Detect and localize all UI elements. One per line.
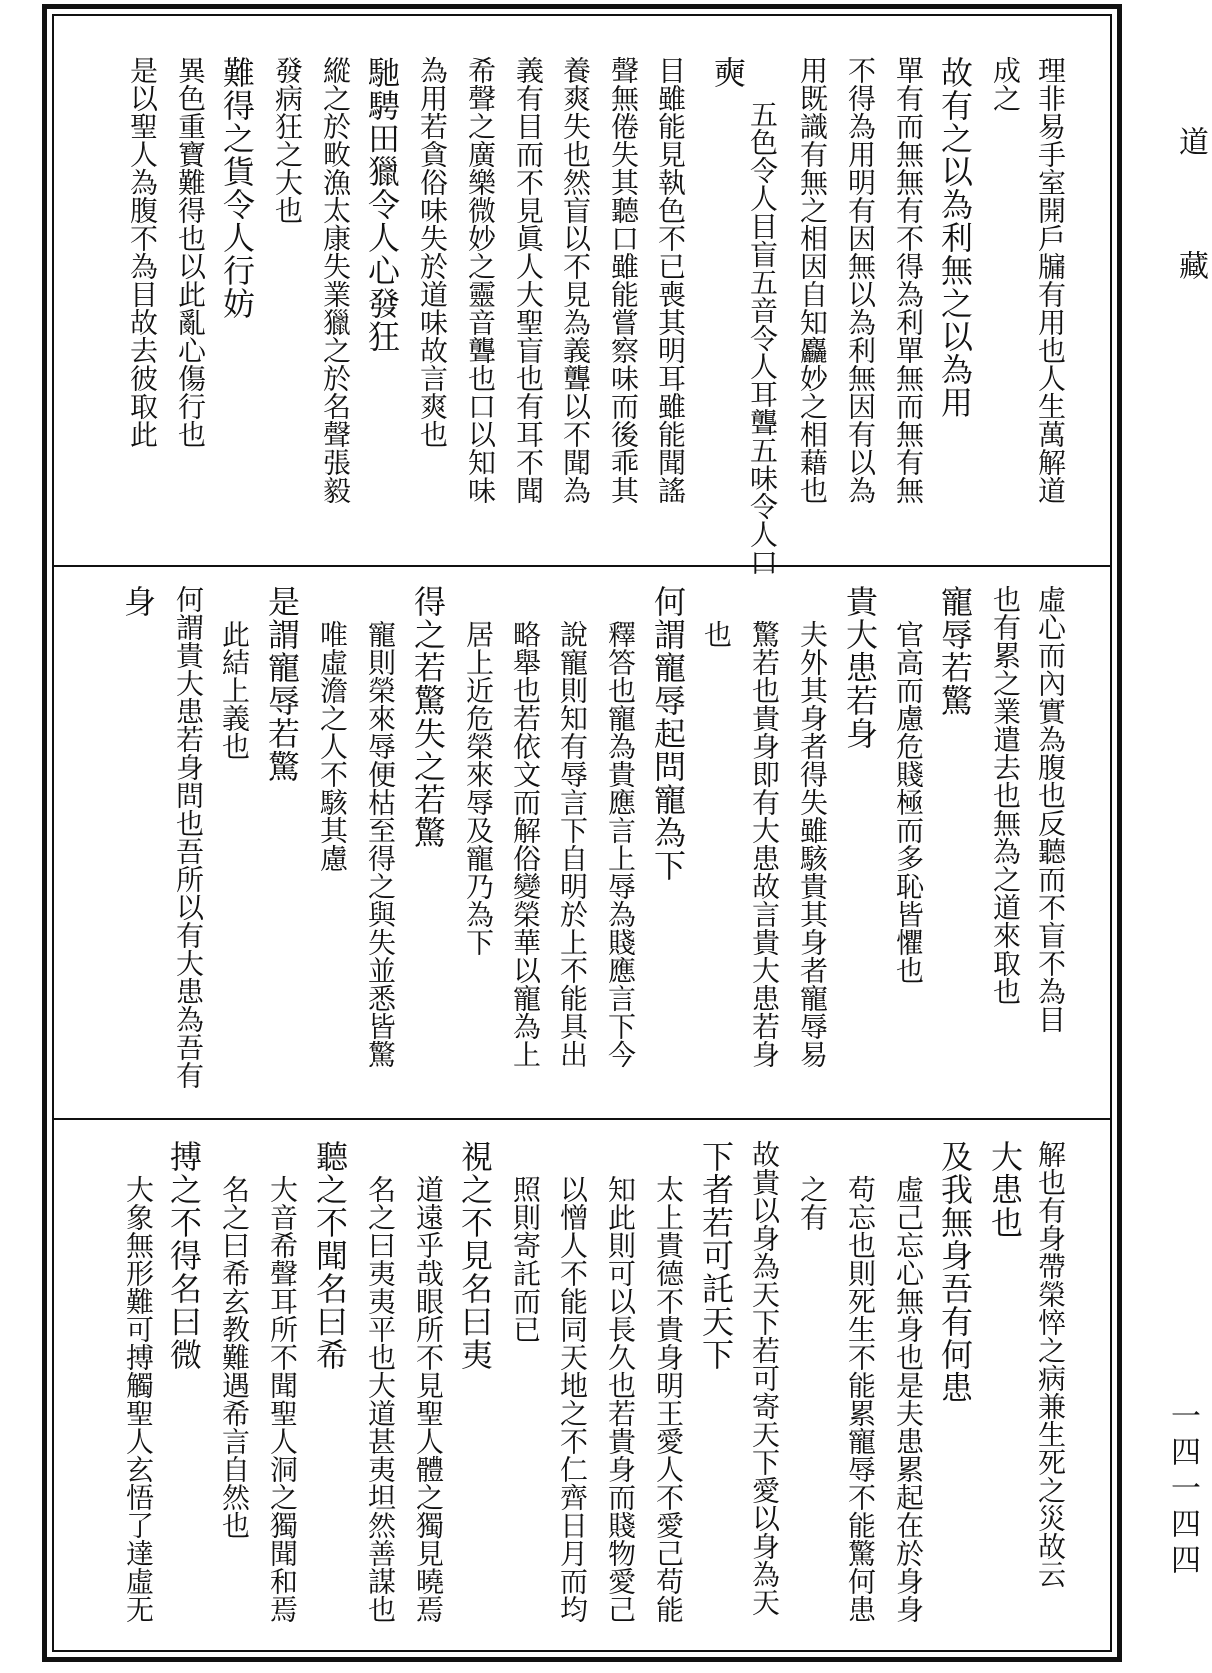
text-column: 異色重寶難得也以此亂心傷行也 — [174, 56, 207, 448]
text-column: 得之若驚失之若驚 — [409, 585, 447, 849]
text-column: 故貴以身為天下若可寄天下愛以身為天 — [748, 1140, 781, 1616]
text-column: 下者若可託天下 — [697, 1140, 735, 1371]
register-divider-1 — [52, 565, 1112, 567]
text-column: 虛心而內實為腹也反聽而不盲不為目 — [1034, 585, 1067, 1033]
text-column: 唯虛澹之人不駭其慮 — [316, 620, 349, 872]
text-column: 也 — [700, 620, 733, 648]
text-column: 何謂寵辱起問寵為下 — [649, 585, 687, 882]
text-column: 搏之不得名曰微 — [165, 1140, 203, 1371]
text-column: 用既識有無之相因自知麤妙之相藉也 — [796, 56, 829, 504]
text-column: 知此則可以長久也若貴身而賤物愛己 — [604, 1175, 637, 1623]
text-column: 何謂貴大患若身問也吾所以有大患為吾有 — [172, 585, 205, 1089]
text-column: 難得之貨令人行妨 — [218, 56, 256, 320]
register-divider-2 — [52, 1118, 1112, 1120]
text-column: 及我無身吾有何患 — [936, 1140, 974, 1404]
text-column: 虛己忘心無身也是夫患累起在於身身 — [892, 1175, 925, 1623]
text-column: 道遠乎哉眼所不見聖人體之獨見曉焉 — [412, 1175, 445, 1623]
text-column: 大患也 — [986, 1140, 1024, 1239]
text-column: 太上貴德不貴身明王愛人不愛己苟能 — [652, 1175, 685, 1623]
margin-title-char-1: 道 — [1173, 126, 1208, 156]
text-column: 故有之以為利無之以為用 — [936, 56, 974, 419]
text-column: 驚若也貴身即有大患故言貴大患若身 — [748, 620, 781, 1068]
text-column: 為用若貪俗味失於道味故言爽也 — [416, 56, 449, 448]
text-column: 五色令人目盲五音令人耳聾五味令人口 — [746, 100, 779, 576]
text-column: 理非易手室開戶牖有用也人生萬解道 — [1034, 56, 1067, 504]
text-column: 大音希聲耳所不聞聖人洞之獨聞和焉 — [266, 1175, 299, 1623]
text-column: 馳騁田獵令人心發狂 — [363, 56, 401, 353]
text-column: 苟忘也則死生不能累寵辱不能驚何患 — [844, 1175, 877, 1623]
text-column: 貴大患若身 — [841, 585, 879, 750]
text-column: 視之不見名曰夷 — [456, 1140, 494, 1371]
text-column: 聲無倦失其聽口雖能嘗察味而後乖其 — [607, 56, 640, 504]
text-column: 照則寄託而已 — [509, 1175, 542, 1343]
text-column: 希聲之廣樂微妙之靈音聾也口以知味 — [464, 56, 497, 504]
text-column: 解也有身帶榮悴之病兼生死之災故云 — [1034, 1140, 1067, 1588]
text-column: 養爽失也然盲以不見為義聾以不聞為 — [559, 56, 592, 504]
text-column: 名之曰夷夷平也大道甚夷坦然善謀也 — [364, 1175, 397, 1623]
text-column: 聽之不聞名曰希 — [311, 1140, 349, 1371]
text-column: 大象無形難可搏觸聖人玄悟了達虛无 — [122, 1175, 155, 1623]
page-number: 一四一四四 — [1165, 1400, 1200, 1580]
text-column: 夫外其身者得失雖駭貴其身者寵辱易 — [796, 620, 829, 1068]
text-column: 寵辱若驚 — [936, 585, 974, 717]
text-column: 成之 — [989, 56, 1022, 112]
text-column: 目雖能見執色不已喪其明耳雖能聞謠 — [654, 56, 687, 504]
text-column: 居上近危榮來辱及寵乃為下 — [462, 620, 495, 956]
text-column: 官高而慮危賤極而多恥皆懼也 — [892, 620, 925, 984]
text-column: 發病狂之大也 — [271, 56, 304, 224]
text-column: 單有而無無有不得為利單無而無有無 — [892, 56, 925, 504]
text-column: 寵則榮來辱便枯至得之與失並悉皆驚 — [364, 620, 397, 1068]
text-column: 奭 — [709, 56, 747, 89]
text-column: 身 — [119, 585, 157, 618]
margin-title-char-2: 藏 — [1173, 250, 1208, 280]
text-column: 義有目而不見眞人大聖盲也有耳不聞 — [512, 56, 545, 504]
text-column: 名之曰希玄教難遇希言自然也 — [218, 1175, 251, 1539]
text-column: 是謂寵辱若驚 — [263, 585, 301, 783]
text-column: 此結上義也 — [218, 620, 251, 760]
text-column: 是以聖人為腹不為目故去彼取此 — [126, 56, 159, 448]
text-column: 之有 — [796, 1175, 829, 1231]
text-column: 以憎人不能同天地之不仁齊日月而均 — [556, 1175, 589, 1623]
text-column: 不得為用明有因無以為利無因有以為 — [844, 56, 877, 504]
text-column: 縱之於畋漁太康失業獵之於名聲張毅 — [319, 56, 352, 504]
text-column: 略舉也若依文而解俗變榮華以寵為上 — [509, 620, 542, 1068]
text-column: 說寵則知有辱言下自明於上不能具出 — [556, 620, 589, 1068]
text-column: 釋答也寵為貴應言上辱為賤應言下今 — [604, 620, 637, 1068]
text-column: 也有累之業遣去也無為之道來取也 — [989, 585, 1022, 1005]
